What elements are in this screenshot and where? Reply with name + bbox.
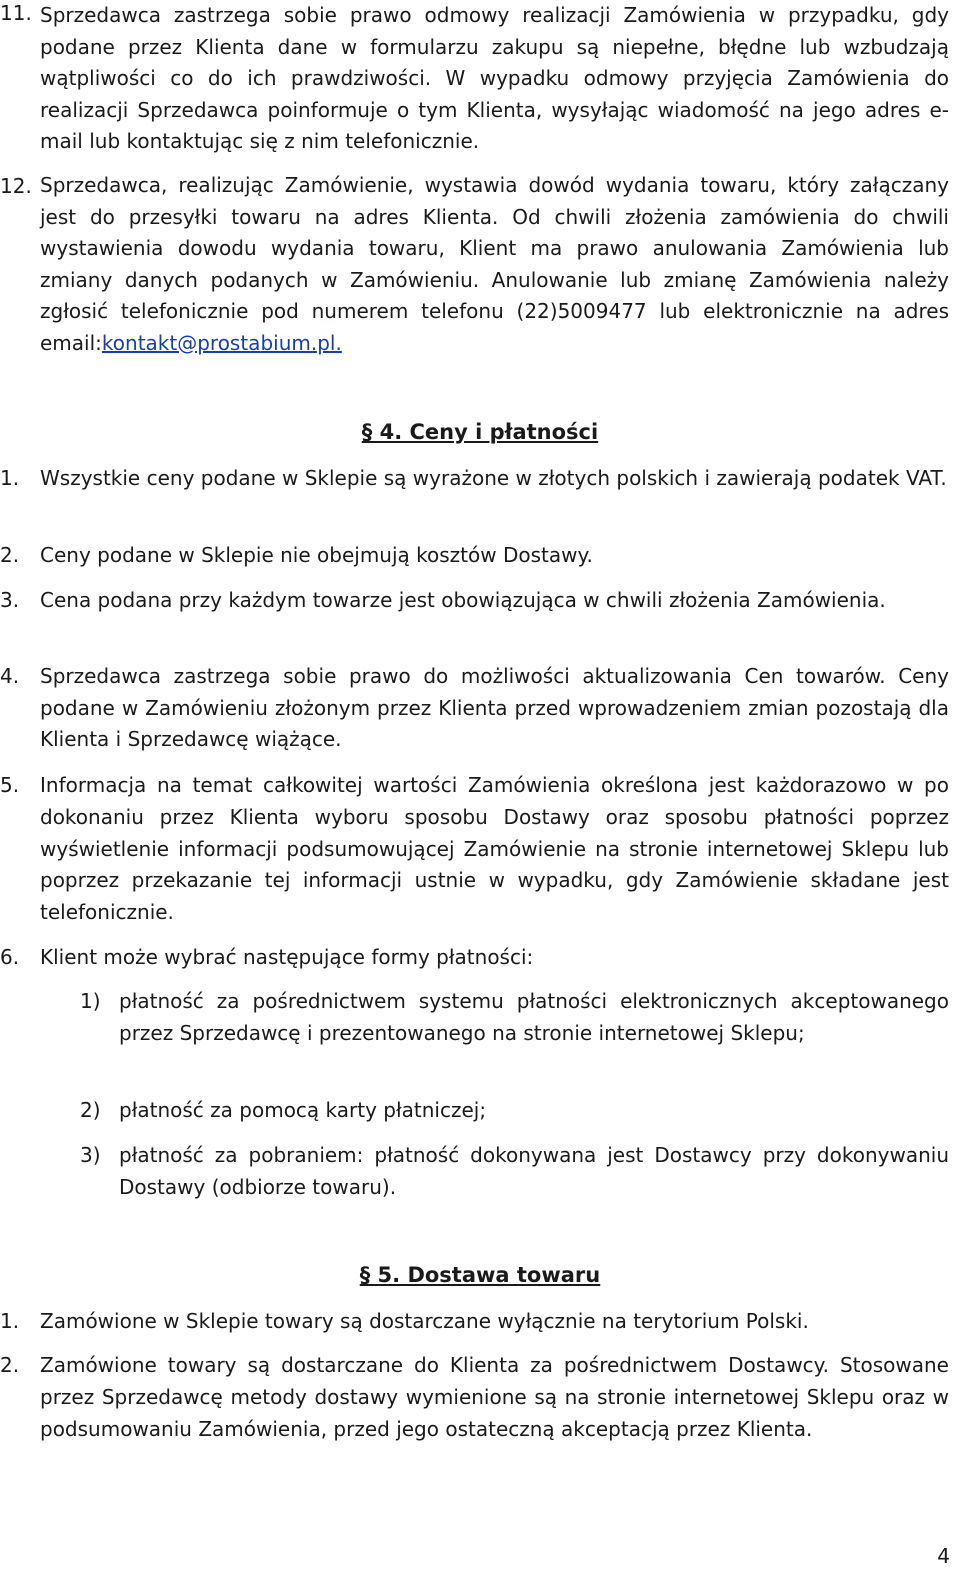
sub-item-text: płatność za pobraniem: płatność dokonywana jest Dostawcy przy dokonywaniu Dostawy (odbiorze towaru). <box>119 1143 949 1199</box>
sub-item-text: płatność za pośrednictwem systemu płatności elektronicznych akceptowanego przez Sprzedawcę i prezentowanego na stronie internetowej Sklepu; <box>119 989 949 1045</box>
section-heading: § 5. Dostawa towaru <box>359 1263 601 1287</box>
section-heading: § 4. Ceny i płatności <box>361 420 599 444</box>
item-number: 4. <box>0 664 20 688</box>
sub-item-number: 1) <box>80 989 101 1013</box>
sub-item-number: 2) <box>80 1098 101 1122</box>
email-link[interactable]: kontakt@prostabium.pl. <box>101 330 342 355</box>
page-number: 4 <box>937 1544 950 1568</box>
item-text: Ceny podane w Sklepie nie obejmują kosztów Dostawy. <box>40 543 593 567</box>
item-text: Sprzedawca zastrzega sobie prawo odmowy realizacji Zamówienia w przypadku, gdy podane przez Klienta dane w formularzu zakupu są niepełne, błędne lub wzbudzają wątpliwości co do ich prawdziwości. W wypadku odmowy przyjęcia Zamówienia do realizacji Sprzedawca poinformuje o tym Klienta, wysyłając wiadomość na jego adres e-mail lub kontaktując się z nim telefonicznie. <box>40 3 949 153</box>
item-text-body: Sprzedawca, realizując Zamówienie, wystawia dowód wydania towaru, który załączany jest do przesyłki towaru na adres Klienta. Od chwili złożenia zamówienia do chwili wystawienia dowodu wydania towaru, Klient ma prawo anulowania Zamówienia lub zmiany danych podanych w Zamówieniu. Anulowanie lub zmianę Zamówienia należy zgłosić telefonicznie pod numerem telefonu (22)5009477 lub elektronicznie na adres email: <box>40 173 949 355</box>
item-number: 3. <box>0 588 20 612</box>
item-text: Informacja na temat całkowitej wartości Zamówienia określona jest każdorazowo w po dokonaniu przez Klienta wyboru sposobu Dostawy oraz sposobu płatności poprzez wyświetlenie informacji podsumowującej Zamówienie na stronie internetowej Sklepu lub poprzez przekazanie tej informacji ustnie w wypadku, gdy Zamówienie składane jest telefonicznie. <box>40 773 949 925</box>
item-number: 1. <box>0 1309 20 1333</box>
item-number: 11. <box>0 1 32 25</box>
item-number: 2. <box>0 1353 20 1377</box>
item-text: Zamówione w Sklepie towary są dostarczane wyłącznie na terytorium Polski. <box>40 1309 809 1333</box>
sub-item-number: 3) <box>80 1143 101 1167</box>
item-number: 5. <box>0 773 20 797</box>
item-text <box>40 170 949 359</box>
item-text: Sprzedawca zastrzega sobie prawo do możliwości aktualizowania Cen towarów. Ceny podane w Zamówieniu złożonym przez Klienta przed wprowadzeniem zmian pozostają dla Klienta i Sprzedawcę wiążące. <box>40 664 949 751</box>
item-text: Klient może wybrać następujące formy płatności: <box>40 945 534 969</box>
item-text: Wszystkie ceny podane w Sklepie są wyrażone w złotych polskich i zawierają podatek VAT. <box>40 466 947 490</box>
item-number: 12. <box>0 174 32 198</box>
item-number: 6. <box>0 945 20 969</box>
item-number: 1. <box>0 466 20 490</box>
sub-item-text: płatność za pomocą karty płatniczej; <box>119 1098 487 1122</box>
item-text: Cena podana przy każdym towarze jest obowiązująca w chwili złożenia Zamówienia. <box>40 588 886 612</box>
item-text: Zamówione towary są dostarczane do Klienta za pośrednictwem Dostawcy. Stosowane przez Sprzedawcę metody dostawy wymienione są na stronie internetowej Sklepu oraz w podsumowaniu Zamówienia, przed jego ostateczną akceptacją przez Klienta. <box>40 1353 949 1441</box>
item-number: 2. <box>0 543 20 567</box>
